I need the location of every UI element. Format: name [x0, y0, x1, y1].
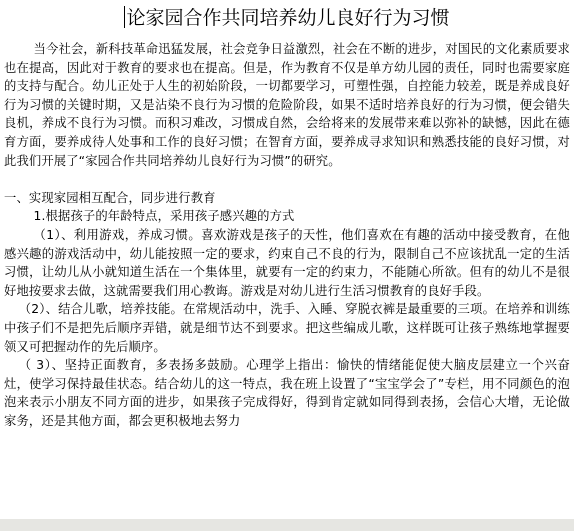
paragraph-songs: （2）、结合儿歌，培养技能。在常规活动中，洗手、入睡、穿脱衣裤是最重要的三项。在培养和训练中孩子们不是把先后顺序弄错，就是细节达不到要求。把这些编成儿歌，这样既可让孩子熟练地掌握要领又可把握动作的先后顺序。 — [4, 302, 570, 354]
section-heading: 一、实现家园相互配合，同步进行教育 — [4, 190, 216, 205]
document-body — [4, 40, 570, 430]
subheading: 1.根据孩子的年龄特点，采用孩子感兴趣的方式 — [33, 209, 295, 224]
paragraph-praise: （ 3）、坚持正面教育，多表扬多鼓励。心理学上指出：愉快的情绪能促使大脑皮层建立一个兴奋灶，使学习保持最佳状态。结合幼儿的这一特点，我在班上设置了“宝宝学会了”专栏，用不同颜色的泡泡来表示小朋友不同方面的进步，如果孩子完成得好，得到肯定就如同得到表扬，会信心大增，无论做家务，还是其他方面，都会更积极地去努力 — [4, 358, 570, 428]
intro-paragraph: 当今社会，新科技革命迅猛发展，社会竞争日益激烈，社会在不断的进步，对国民的文化素质要求也在提高，因此对于教育的要求也在提高。但是，作为教育不仅是单方幼儿园的责任，同时也需要家庭的支持与配合。幼儿正处于人生的初始阶段，一切都要学习，可塑性强，自控能力较差，既是养成良好行为习惯的关键时期，又是沾染不良行为习惯的危险阶段，如果不适时培养良好的行为习惯，便会错失良机，养成不良行为习惯。而积习难改，习惯成自然，会给将来的发展带来难以弥补的缺憾，因此在德育方面，要养成待人处事和工作的良好习惯；在智育方面，要养成寻求知识和熟悉技能的良好习惯，对此我们开展了“家园合作共同培养幼儿良好行为习惯”的研究。 — [4, 42, 570, 168]
blank-line — [4, 170, 570, 189]
paragraph-games: （1）、利用游戏，养成习惯。喜欢游戏是孩子的天性，他们喜欢在有趣的活动中接受教育，在他感兴趣的游戏活动中，幼儿能按照一定的要求，约束自己不良的行为，限制自己不应该扰乱一定的生活习惯，让幼儿从小就知道生活在一个集体里，就要有一定的约束力，不能随心所欲。但有的幼儿不是很好地按要求去做，这就需要我们用心教诲。游戏是对幼儿进行生活习惯教育的良好手段。 — [4, 227, 570, 298]
document-title: 论家园合作共同培养幼儿良好行为习惯 — [126, 7, 450, 29]
document-title-line — [0, 4, 574, 32]
bottom-strip — [0, 519, 574, 531]
